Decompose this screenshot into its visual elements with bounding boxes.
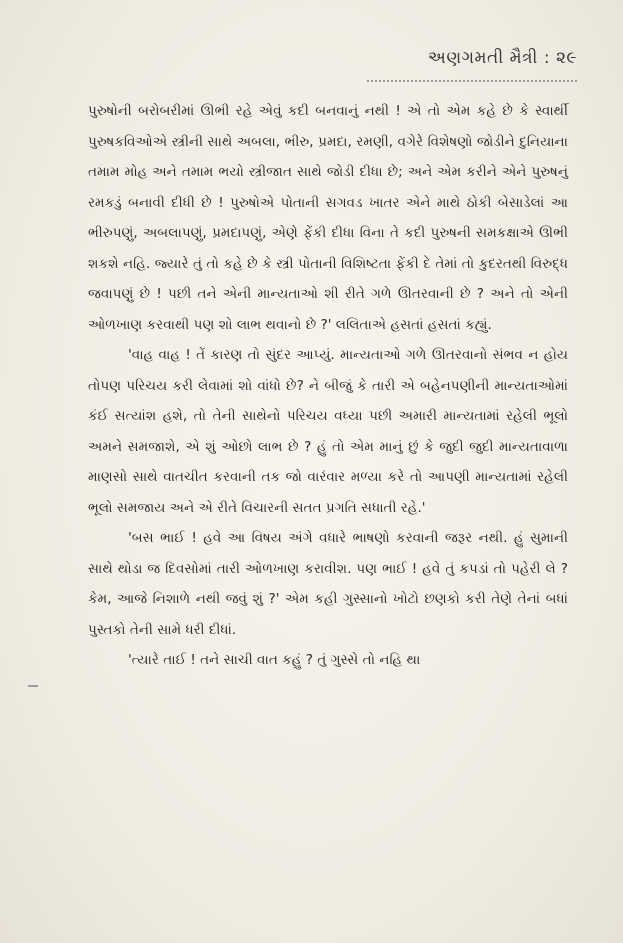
paragraph-4: 'ત્યારે તાઈ ! તને સાચી વાત કહું ? તું ગુસ્સે તો નહિ થા [128,652,421,668]
header-ornament-rule [367,74,577,82]
running-head: અણગમતી મૈત્રી : ૨૯ [427,48,577,68]
paragraph-3: 'બસ ભાઈ ! હવે આ વિષય અંગે વધારે ભાષણો કરવાની જરૂર નથી. હું સુમાની સાથે થોડા જ દિવસોમાં તારી ઓળખાણ કરાવીશ. પણ ભાઈ ! હવે તું કપડાં તો પહેરી લે ? કેમ, આજે નિશાળે નથી જવું શું ?' એમ કહી ગુસ્સાનો ખોટો છણકો કરી તેણે તેનાં બધાં પુસ્તકો તેની સામે ધરી દીધાં. [88,530,568,638]
margin-mark [28,685,38,687]
paragraph-2: 'વાહ વાહ ! તેં કારણ તો સુંદર આપ્યું. માન્યતાઓ ગળે ઊતરવાનો સંભવ ન હોય તોપણ પરિચય કરી લેવામાં શો વાંધો છે? ને બીજું કે તારી એ બહેનપણીની માન્યતાઓમાં કંઈ સત્યાંશ હશે, તો તેની સાથેનો પરિચય વધ્યા પછી અમારી માન્યતામાં રહેલી ભૂલો અમને સમજાશે, એ શું ઓછો લાભ છે ? હું તો એમ માનું છું કે જુદી જુદી માન્યતાવાળા માણસો સાથે વાતચીત કરવાની તક જો વારંવાર મળ્યા કરે તો આપણી માન્યતામાં રહેલી ભૂલો સમજાય અને એ રીતે વિચારની સતત પ્રગતિ સધાતી રહે.' [88,347,568,516]
paragraph-1: પુરુષોની બરોબરીમાં ઊભી રહે એવું કદી બનવાનું નથી ! એ તો એમ કહે છે કે સ્વાર્થી પુરુષકવિઓએ સ્ત્રીની સાથે અબલા, ભીરુ, પ્રમદા, રમણી, વગેરે વિશેષણો જોડીને દુનિયાના તમામ મોહ અને તમામ ભયો સ્ત્રીજાત સાથે જોડી દીધા છે; અને એમ કરીને એને પુરુષનું રમકડું બનાવી દીધી છે ! પુરુષોએ પોતાની સગવડ ખાતર એને માથે ઠોકી બેસાડેલાં આ ભીરુપણું, અબલાપણું, પ્રમદાપણું, એણે ફેંકી દીધા વિના તે કદી પુરુષની સમકક્ષાએ ઊભી શકશે નહિ. જ્યારે તું તો કહે છે કે સ્ત્રી પોતાની વિશિષ્ટતા ફેંકી દે તેમાં તો કુદરતથી વિરુદ્ધ જવાપણું છે ! પછી તને એની માન્યતાઓ શી રીતે ગળે ઊતરવાની છે ? અને તો એની ઓળખાણ કરવાથી પણ શો લાભ થવાનો છે ?' લલિતાએ હસતાં હસતાં કહ્યું. [88,103,568,333]
body-text [88,96,568,676]
